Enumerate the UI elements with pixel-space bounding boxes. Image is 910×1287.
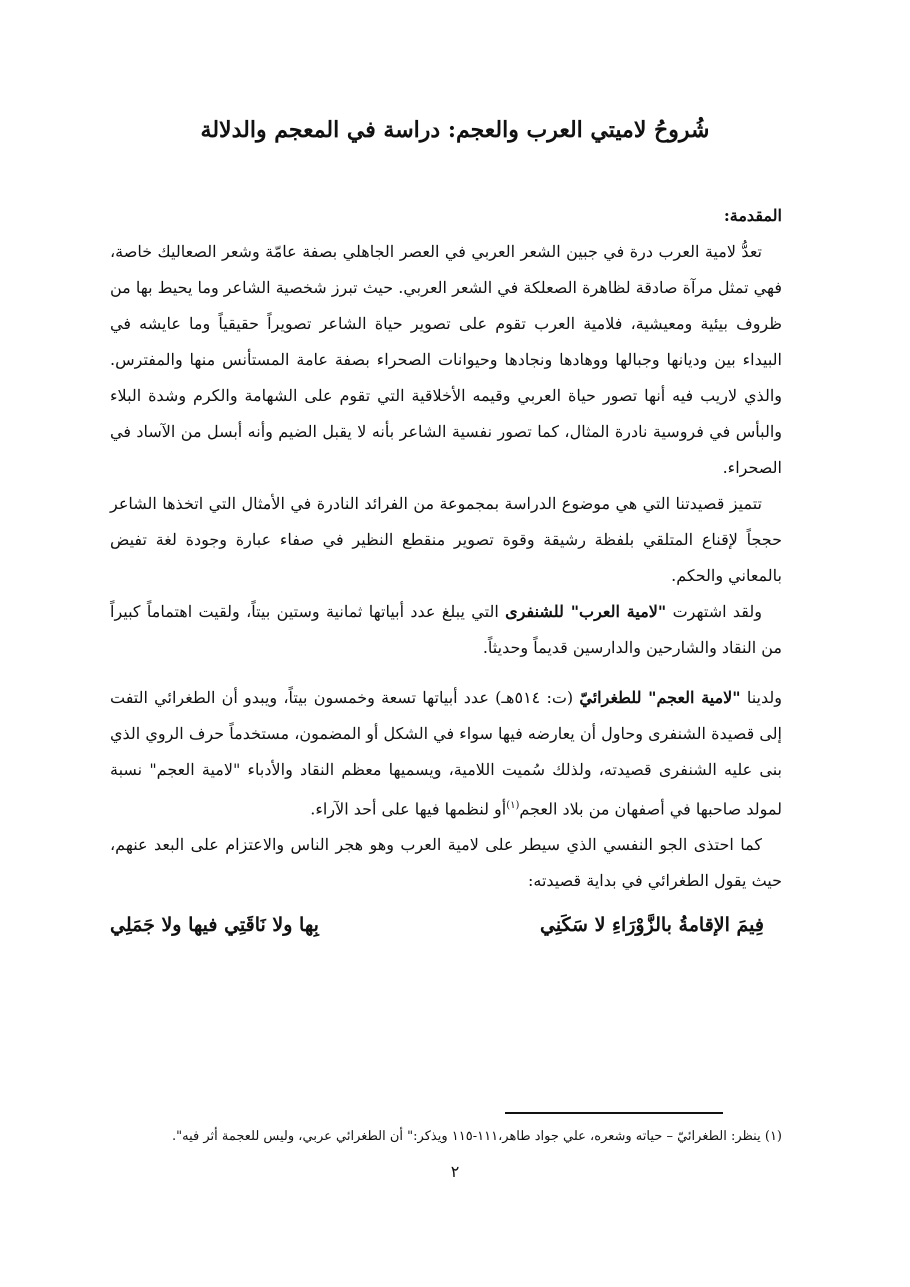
intro-heading: المقدمة: [723,206,782,225]
footnote-reference: (١) [506,800,520,811]
lamiyat-al-arab-title: "لامية العرب" للشنفرى [505,602,667,621]
paragraph-4-middle: (ت: ٥١٤هـ) عدد أبياتها تسعة وخمسون بيتاً، ويبدو أن الطغرائي التفت إلى قصيدة الشنفرى وحاول أن يعارضه فيها سواء في الشكل أو المضمون، مستخدماً حرف الروي الذي بنى عليه الشنفرى قصيدته، ولذلك سُميت اللامية، ويسميها معظم النقاد والأدباء "لامية العجم" نسبة لمولد صاحبها في أصفهان من بلاد العجم [110,688,782,819]
paragraph-4-start: ولدينا [740,688,783,707]
paragraph-gap [110,666,782,680]
footnote-separator [505,1112,723,1114]
page-title: شُروحُ لاميتي العرب والعجم: دراسة في المعجم والدلالة [200,117,710,143]
verse-first-hemistich: فِيمَ الإقامةُ بالزَّوْرَاءِ لا سَكَنِي [539,914,764,937]
body-text [110,198,782,945]
verse-second-hemistich: بِها ولا نَاقَتِي فيها ولا جَمَلِي [110,914,319,937]
page-number: ٢ [450,1162,460,1181]
paragraph-3 [110,594,782,666]
paragraph-1: تعدُّ لامية العرب درة في جبين الشعر العربي في العصر الجاهلي بصفة عامّة وشعر الصعاليك خاصة، فهي تمثل مرآة صادقة لظاهرة الصعلكة في الشعر العربي. حيث تبرز شخصية الشاعر وما يحيط بها من ظروف بيئية ومعيشية، فلامية العرب تقوم على تصوير حياة الشاعر تصويراً حقيقياً وما عايشه في البيداء بين وديانها وجبالها ووهادها ونجادها وحيوانات الصحراء بصفة عامة المستأنس منها والمفترس. والذي لاريب فيه أنها تصور حياة العربي وقيمه الأخلاقية التي تقوم على الشهامة والكرم وشدة البلاء والبأس في فروسية نادرة المثال، كما تصور نفسية الشاعر بأنه لا يقبل الضيم وأنه أبسل من الآساد في الصحراء. [110,242,782,477]
paragraph-3-start: ولقد اشتهرت [666,602,763,621]
paragraph-4-end: أو لنظمها فيها على أحد الآراء. [310,799,507,819]
lamiyat-al-ajam-title: "لامية العجم" للطغرائيّ [579,688,741,707]
paragraph-4 [110,680,782,827]
poem-verse [110,905,782,945]
paragraph-5: كما احتذى الجو النفسي الذي سيطر على لامية العرب وهو هجر الناس والاعتزام على البعد عنهم، حيث يقول الطغرائي في بداية قصيدته: [110,835,782,891]
paragraph-2: تتميز قصيدتنا التي هي موضوع الدراسة بمجموعة من الفرائد النادرة في الأمثال التي اتخذها الشاعر حججاً لإقناع المتلقي بلفظة رشيقة وقوة تصوير منقطع النظير في صفاء عبارة وجودة لغة تفيض بالمعاني والحكم. [110,494,783,585]
paragraph-3-rest: التي يبلغ عدد أبياتها ثمانية وستين بيتاً، ولقيت اهتماماً كبيراً من النقاد والشارحين والدارسين قديماً وحديثاً. [110,602,782,657]
footnote: (١) ينظر: الطغرائيّ – حياته وشعره، علي جواد طاهر،١١١-١١٥ ويذكر:" أن الطغرائي عربي، وليس للعجمة أثر فيه". [172,1129,782,1144]
